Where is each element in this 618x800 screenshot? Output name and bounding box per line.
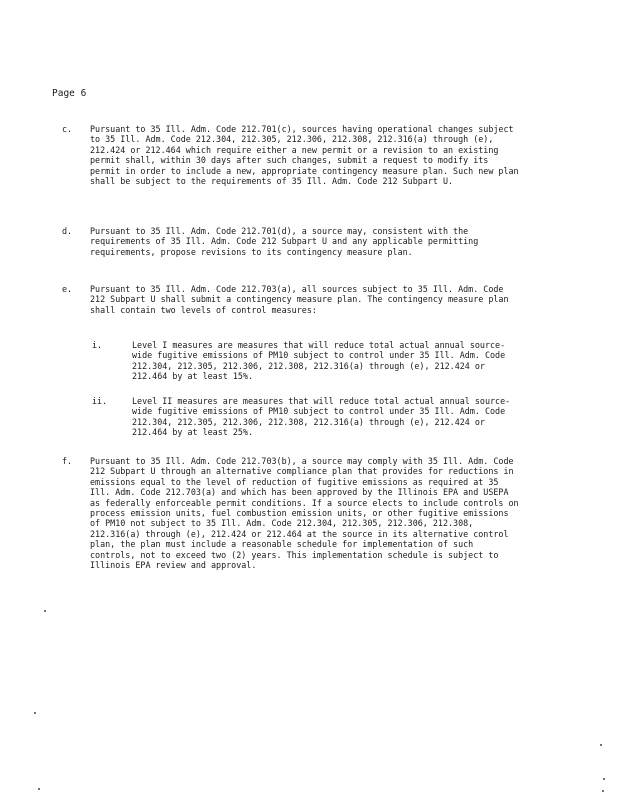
- paragraph-text: Pursuant to 35 Ill. Adm. Code 212.701(c), sources having operational changes subject to 35 Ill. Adm. Code 212.304, 212.305, 212.306, 212.308, 212.316(a) through (e), 212.424 or 212.464 which require either a new permit or a revision to an existing permit shall, within 30 days after such changes, submit a request to modify its permit in order to include a new, appropriate contingency measure plan. Such new plan shall be subject to the requirements of 35 Ill. Adm. Code 212 Subpart U.: [90, 124, 519, 187]
- scan-speck: [44, 610, 46, 612]
- paragraph-letter: f.: [62, 456, 73, 466]
- scan-speck: [602, 790, 604, 792]
- paragraph-text: Pursuant to 35 Ill. Adm. Code 212.703(a), all sources subject to 35 Ill. Adm. Code 212 Subpart U shall submit a contingency measure plan. The contingency measure plan shall contain two levels of control measures:: [90, 284, 509, 315]
- paragraph-letter: d.: [62, 226, 73, 236]
- paragraph-letter: c.: [62, 124, 73, 134]
- scan-speck: [600, 744, 602, 746]
- subparagraph-numeral: ii.: [92, 396, 108, 406]
- paragraph-letter: e.: [62, 284, 73, 294]
- paragraph-text: Pursuant to 35 Ill. Adm. Code 212.701(d), a source may, consistent with the requirements of 35 Ill. Adm. Code 212 Subpart U and any applicable permitting requirements, propose revisions to its contingency measure plan.: [90, 226, 479, 257]
- subparagraph-numeral: i.: [92, 340, 103, 350]
- subparagraph-text: Level II measures are measures that will reduce total actual annual source-wide fugitive emissions of PM10 subject to control under 35 Ill. Adm. Code 212.304, 212.305, 212.306, 212.308, 212.316(a) through (e), 212.424 or 212.464 by at least 25%.: [132, 396, 511, 438]
- scan-speck: [34, 712, 36, 714]
- paragraph-text: Pursuant to 35 Ill. Adm. Code 212.703(b), a source may comply with 35 Ill. Adm. Code 212 Subpart U through an alternative compliance plan that provides for reductions in emissions equal to the level of reduction of fugitive emissions as required at 35 Ill. Adm. Code 212.703(a) and which has been approved by the Illinois EPA and USEPA as federally enforceable permit conditions. If a source elects to include controls on process emission units, fuel combustion emission units, or other fugitive emissions of PM10 not subject to 35 Ill. Adm. Code 212.304, 212.305, 212.306, 212.308, 212.316(a) through (e), 212.424 or 212.464 at the source in its alternative control plan, the plan must include a reasonable schedule for implementation of such controls, not to exceed two (2) years. This implementation schedule is subject to Illinois EPA review and approval.: [90, 456, 519, 571]
- scan-speck: [603, 778, 605, 780]
- page-label: Page 6: [52, 88, 87, 99]
- subparagraph-text: Level I measures are measures that will reduce total actual annual source-wide fugitive emissions of PM10 subject to control under 35 Ill. Adm. Code 212.304, 212.305, 212.306, 212.308, 212.316(a) through (e), 212.424 or 212.464 by at least 15%.: [132, 340, 506, 382]
- scan-speck: [38, 788, 40, 790]
